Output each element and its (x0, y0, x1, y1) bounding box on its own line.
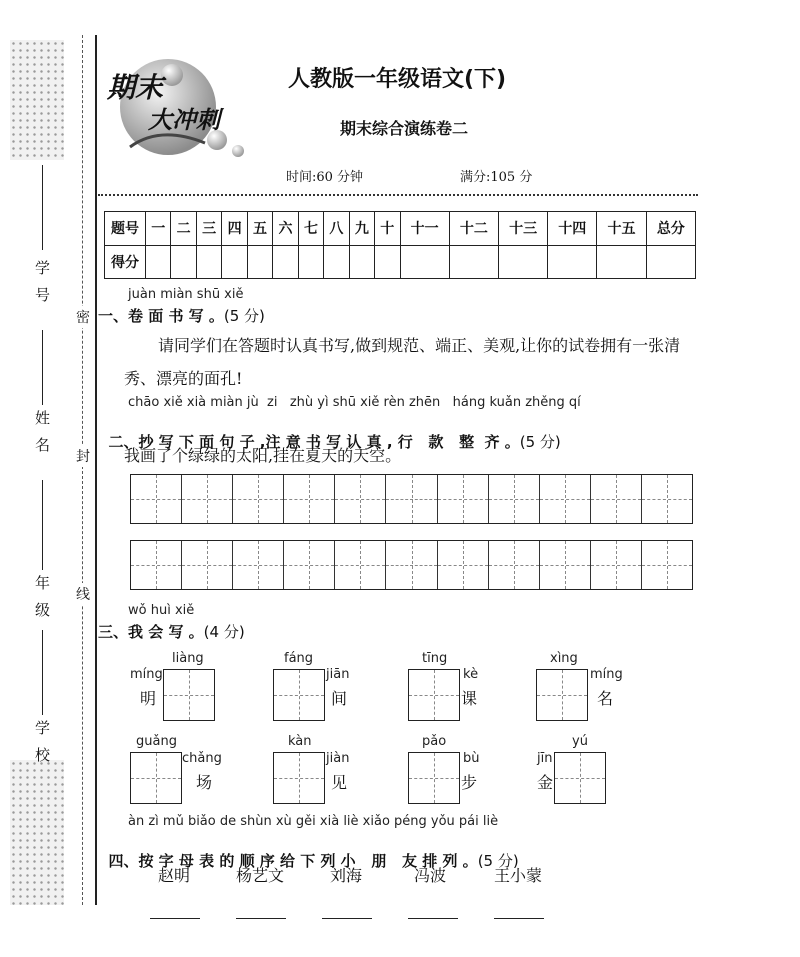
q3-given-pinyin: bù (463, 751, 480, 766)
exam-full-score: 满分:105 分 (460, 170, 533, 185)
q3-given-char: 课 (461, 689, 478, 708)
q4-answer-blank[interactable] (322, 918, 372, 919)
logo-text-line1: 期末 (107, 71, 164, 104)
q3-given-char: 见 (331, 773, 348, 792)
student-id-line (42, 165, 43, 250)
q4-answer-blank[interactable] (150, 918, 200, 919)
q2-sentence: 我画了个绿绿的太阳,挂在夏天的天空。 (124, 446, 402, 465)
q3-given-char: 名 (597, 689, 614, 708)
score-table-question-number: 六 (273, 212, 298, 246)
q3-given-char: 金 (537, 773, 554, 792)
score-table-header-row (105, 212, 696, 246)
q3-blank-pinyin: xìng (550, 651, 578, 666)
q3-blank-pinyin: kàn (288, 734, 312, 749)
q3-write-box[interactable] (408, 669, 460, 721)
score-cell[interactable] (349, 245, 374, 279)
fold-line (82, 35, 83, 905)
writing-grid-row-2[interactable] (130, 540, 693, 590)
name-line (42, 330, 43, 405)
q1-text-line1: 请同学们在答题时认真书写,做到规范、端正、美观,让你的试卷拥有一张清 (158, 336, 681, 355)
score-table-question-number: 三 (196, 212, 221, 246)
q4-name: 刘海 (330, 866, 363, 885)
score-cell[interactable] (196, 245, 221, 279)
q3-given-pinyin: chǎng (182, 751, 222, 766)
score-table-question-number: 二 (171, 212, 196, 246)
q3-given-char: 间 (331, 689, 348, 708)
q3-given-char: 场 (196, 773, 213, 792)
q3-given-char: 明 (140, 689, 157, 708)
q3-write-box[interactable] (554, 752, 606, 804)
q4-answer-blank[interactable] (236, 918, 286, 919)
q1-score: (5 分) (223, 307, 265, 325)
grade-line (42, 480, 43, 570)
margin-pattern-bottom (10, 760, 64, 905)
page-title: 人教版一年级语文(下) (288, 67, 507, 92)
score-table-label: 题号 (105, 212, 146, 246)
q2-title: 二、抄 写 下 面 句 子 ,注 意 书 写 认 真 , 行 款 整 齐 。 (108, 433, 520, 451)
q4-answer-blank[interactable] (408, 918, 458, 919)
side-label-school: 学校 (33, 720, 51, 774)
score-cell[interactable] (171, 245, 196, 279)
score-cell[interactable] (324, 245, 349, 279)
score-table-question-number: 十三 (498, 212, 547, 246)
q3-given-pinyin: jīn (537, 751, 553, 766)
q3-blank-pinyin: pǎo (422, 734, 447, 749)
side-label-name: 姓名 (33, 410, 51, 464)
score-cell[interactable] (146, 245, 171, 279)
score-table-score-row (105, 245, 696, 279)
q4-name: 王小蒙 (494, 866, 543, 885)
score-table-question-number: 十四 (548, 212, 597, 246)
score-table-question-number: 十五 (597, 212, 646, 246)
q3-blank-pinyin: tīng (422, 651, 448, 666)
q3-given-pinyin: jiān (326, 667, 350, 682)
q1-pinyin: juàn miàn shū xiě (128, 287, 244, 302)
q1-title: 一、卷 面 书 写 。 (98, 307, 224, 325)
score-table-question-number: 八 (324, 212, 349, 246)
q4-pinyin: àn zì mǔ biǎo de shùn xù gěi xià liè xiǎo péng yǒu pái liè (128, 814, 499, 829)
q1-text-line2: 秀、漂亮的面孔! (124, 369, 243, 388)
score-cell[interactable] (222, 245, 247, 279)
side-label-grade: 年级 (33, 575, 51, 629)
q4-score: (5 分) (477, 852, 519, 870)
q3-pinyin: wǒ huì xiě (128, 603, 195, 618)
q3-write-box[interactable] (408, 752, 460, 804)
header-divider (98, 194, 698, 196)
score-cell[interactable] (247, 245, 272, 279)
q3-blank-pinyin: yú (572, 734, 588, 749)
seal-mark-feng: 封 (76, 445, 90, 467)
score-table-question-number: 五 (247, 212, 272, 246)
q2-pinyin: chāo xiě xià miàn jù zi zhù yì shū xiě rèn zhēn háng kuǎn zhěng qí (128, 395, 581, 410)
score-table-question-number: 十 (375, 212, 400, 246)
q3-score: (4 分) (203, 623, 245, 641)
q3-write-box[interactable] (273, 752, 325, 804)
q3-title: 三、我 会 写 。 (98, 623, 204, 641)
score-cell[interactable] (400, 245, 449, 279)
score-cell[interactable] (298, 245, 323, 279)
q3-blank-pinyin: fáng (284, 651, 314, 666)
seal-mark-mi: 密 (76, 306, 90, 328)
q4-title: 四、按 字 母 表 的 顺 序 给 下 列 小 朋 友 排 列 。 (108, 852, 478, 870)
score-table-question-number: 十一 (400, 212, 449, 246)
score-table-question-number: 四 (222, 212, 247, 246)
q3-heading (98, 621, 245, 642)
q3-given-pinyin: jiàn (326, 751, 350, 766)
logo-text-line2: 大冲刺 (148, 106, 220, 134)
school-line (42, 630, 43, 715)
q4-name: 杨艺文 (236, 866, 285, 885)
score-cell[interactable] (646, 245, 695, 279)
q3-write-box[interactable] (273, 669, 325, 721)
q4-answer-blank[interactable] (494, 918, 544, 919)
score-table-total: 总分 (646, 212, 695, 246)
margin-border (95, 35, 97, 905)
score-cell[interactable] (375, 245, 400, 279)
q3-given-pinyin: míng (130, 667, 163, 682)
writing-grid-row-1[interactable] (130, 474, 693, 524)
page-subtitle: 期末综合演练卷二 (340, 119, 469, 138)
q3-blank-pinyin: guǎng (136, 734, 177, 749)
score-cell[interactable] (498, 245, 547, 279)
q2-score: (5 分) (519, 433, 561, 451)
q3-blank-pinyin: liàng (172, 651, 204, 666)
score-table-question-number: 七 (298, 212, 323, 246)
exam-time: 时间:60 分钟 (286, 170, 364, 185)
q1-heading (98, 305, 265, 326)
q3-given-char: 步 (461, 773, 478, 792)
q3-write-box[interactable] (130, 752, 182, 804)
q3-write-box[interactable] (536, 669, 588, 721)
score-cell[interactable] (273, 245, 298, 279)
score-cell[interactable] (548, 245, 597, 279)
score-table (104, 211, 696, 279)
score-table-label: 得分 (105, 245, 146, 279)
seal-mark-xian: 线 (76, 583, 90, 605)
score-table-question-number: 一 (146, 212, 171, 246)
score-table-question-number: 九 (349, 212, 374, 246)
side-label-student-id: 学号 (33, 260, 51, 314)
score-cell[interactable] (597, 245, 646, 279)
q4-name: 冯波 (414, 866, 447, 885)
q3-given-pinyin: míng (590, 667, 623, 682)
q4-name: 赵明 (158, 866, 191, 885)
q3-write-box[interactable] (163, 669, 215, 721)
margin-pattern-top (10, 40, 64, 160)
score-cell[interactable] (449, 245, 498, 279)
q3-given-pinyin: kè (463, 667, 479, 682)
score-table-question-number: 十二 (449, 212, 498, 246)
